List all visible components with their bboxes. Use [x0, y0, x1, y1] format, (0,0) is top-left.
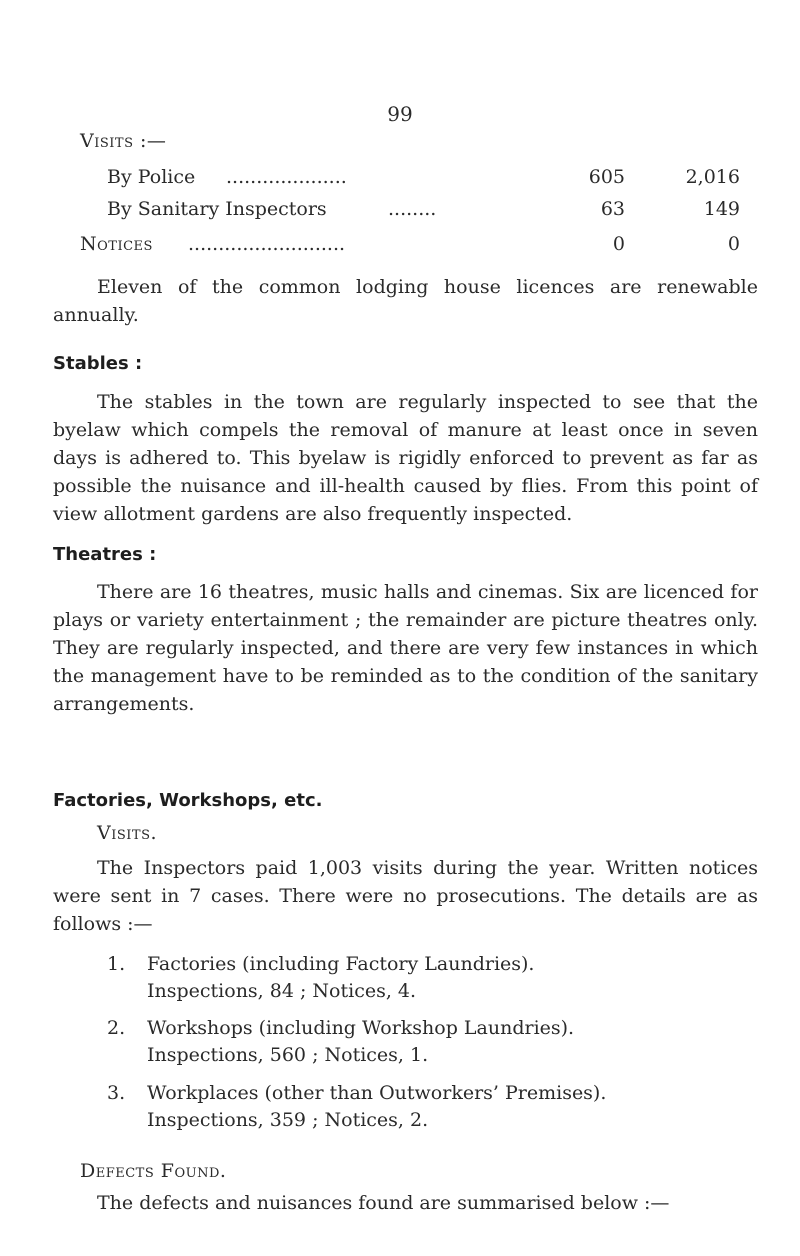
- theatres-text: There are 16 theatres, music halls and cinemas. Six are licenced for plays or variety entertainment ; the remainder are picture theatres only. They are regularly inspected, and there are very few instances in which the management have to be reminded as to the condition of the sanitary arrangements.: [53, 581, 758, 715]
- factories-heading: Factories, Workshops, etc.: [53, 790, 323, 811]
- factories-text: The Inspectors paid 1,003 visits during the year. Written notices were sent in 7 cases. There were no prosecutions. The details are as follows :—: [53, 857, 758, 935]
- notices-leader: ..........................: [188, 233, 346, 255]
- theatres-paragraph: [53, 578, 758, 718]
- lodging-text: Eleven of the common lodging house licences are renewable annually.: [53, 276, 758, 326]
- visits-row-sanitary-leader: ........: [388, 198, 437, 220]
- defects-heading: Defects Found.: [80, 1160, 227, 1182]
- factories-paragraph: [53, 854, 758, 938]
- visits-row-police-col1: 605: [588, 166, 625, 188]
- visits-row-sanitary-label: By Sanitary Inspectors: [107, 198, 327, 220]
- visits-row-sanitary-col2: 149: [703, 198, 740, 220]
- factories-item-3-line2: Inspections, 359 ; Notices, 2.: [147, 1109, 429, 1131]
- factories-item-3-line1: Workplaces (other than Outworkers’ Premises).: [147, 1082, 607, 1104]
- factories-item-1-line1: Factories (including Factory Laundries).: [147, 953, 535, 975]
- lodging-paragraph: [53, 273, 758, 329]
- stables-heading: Stables :: [53, 353, 143, 374]
- page-number: 99: [387, 102, 413, 126]
- notices-col2: 0: [727, 233, 740, 255]
- factories-item-2-line2: Inspections, 560 ; Notices, 1.: [147, 1044, 429, 1066]
- defects-text: The defects and nuisances found are summarised below :—: [97, 1192, 670, 1214]
- factories-item-2-line1: Workshops (including Workshop Laundries).: [147, 1017, 575, 1039]
- notices-col1: 0: [612, 233, 625, 255]
- notices-label: Notices: [80, 233, 153, 255]
- factories-item-1-num: 1.: [107, 953, 126, 975]
- factories-visits-label: Visits.: [97, 822, 158, 844]
- visits-row-police-leader: ....................: [226, 166, 347, 188]
- visits-heading: Visits :—: [80, 130, 167, 152]
- stables-text: The stables in the town are regularly inspected to see that the byelaw which compels the removal of manure at least once in seven days is adhered to. This byelaw is rigidly enforced to prevent as far as possible the nuisance and ill-health caused by flies. From this point of view allotment gardens are also frequently inspected.: [53, 391, 758, 525]
- factories-item-1-line2: Inspections, 84 ; Notices, 4.: [147, 980, 417, 1002]
- factories-item-3-num: 3.: [107, 1082, 126, 1104]
- stables-paragraph: [53, 388, 758, 528]
- visits-row-police-col2: 2,016: [685, 166, 740, 188]
- theatres-heading: Theatres :: [53, 544, 157, 565]
- visits-row-sanitary-col1: 63: [600, 198, 625, 220]
- factories-item-2-num: 2.: [107, 1017, 126, 1039]
- visits-row-police-label: By Police: [107, 166, 196, 188]
